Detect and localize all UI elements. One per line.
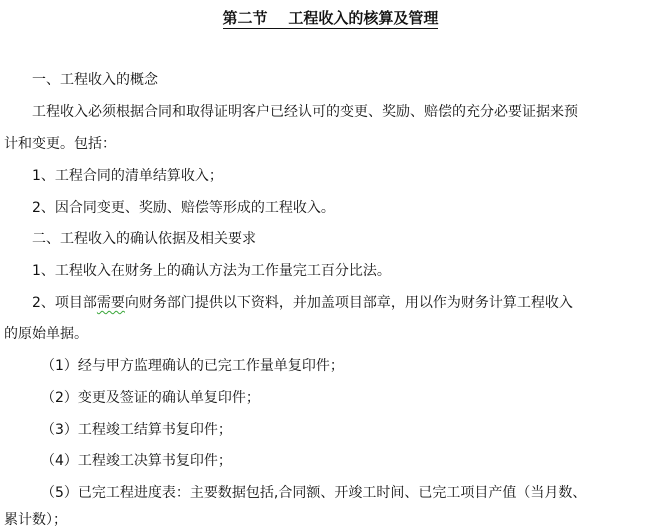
sub-list-item: （3）工程竣工结算书复印件；	[41, 422, 232, 438]
list-item-text: 2、项目部	[32, 295, 97, 311]
list-item: 1、工程合同的清单结算收入；	[32, 168, 223, 184]
section-title	[0, 8, 661, 28]
list-item-continuation: 的原始单据。	[4, 326, 88, 342]
sub-list-item: （1）经与甲方监理确认的已完工作量单复印件；	[41, 358, 344, 374]
spellcheck-marked-word: 需要	[96, 295, 125, 311]
sub-list-item: （4）工程竣工决算书复印件；	[41, 453, 232, 469]
sub-list-item: （2）变更及签证的确认单复印件；	[41, 390, 260, 406]
paragraph-line: 工程收入必须根据合同和取得证明客户已经认可的变更、奖励、赔偿的充分必要证据来预	[32, 104, 578, 120]
sub-list-item: （5）已完工程进度表：主要数据包括,合同额、开竣工时间、已完工项目产值（当月数、	[41, 485, 587, 501]
list-item: 2、因合同变更、奖励、赔偿等形成的工程收入。	[32, 200, 335, 216]
section-title-text: 第二节 工程收入的核算及管理	[222, 9, 439, 27]
list-item-text: 向财务部门提供以下资料，并加盖项目部章，用以作为财务计算工程收入	[124, 295, 573, 311]
list-item	[32, 293, 573, 313]
heading-income-recognition: 二、工程收入的确认依据及相关要求	[32, 231, 256, 247]
list-item: 1、工程收入在财务上的确认方法为工作量完工百分比法。	[32, 263, 391, 279]
heading-income-concept: 一、工程收入的概念	[32, 72, 158, 88]
paragraph-line: 计和变更。包括：	[4, 136, 116, 152]
sub-list-item-continuation: 累计数）；	[4, 512, 67, 528]
